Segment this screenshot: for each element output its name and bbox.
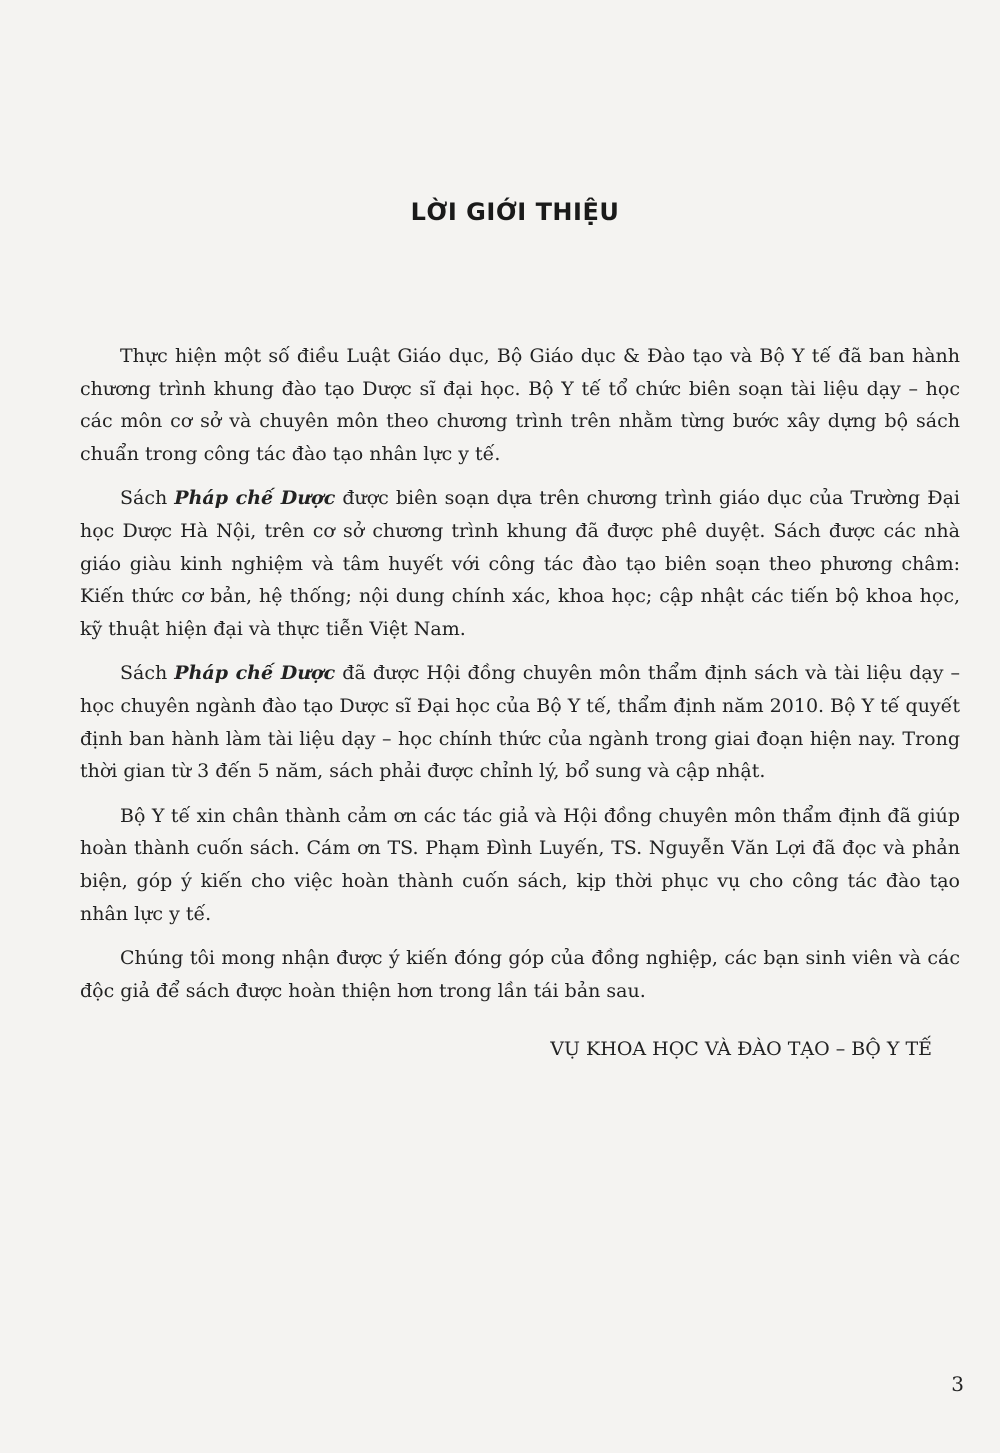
paragraph-5	[80, 942, 960, 1007]
book-title-emphasis: Pháp chế Dược	[174, 662, 336, 685]
page-number: 3	[951, 1372, 964, 1396]
paragraph-4	[80, 800, 960, 930]
paragraph-2	[80, 482, 960, 645]
book-title-emphasis: Pháp chế Dược	[174, 487, 336, 510]
paragraph-text: đã được Hội đồng chuyên môn thẩm định sách và tài liệu dạy – học chuyên ngành đào tạo Dược sĩ Đại học của Bộ Y tế, thẩm định năm 2010. Bộ Y tế quyết định ban hành làm tài liệu dạy – học chính thức của ngành trong giai đoạn hiện nay. Trong thời gian từ 3 đến 5 năm, sách phải được chỉnh lý, bổ sung và cập nhật.	[80, 662, 960, 783]
paragraph-text: được biên soạn dựa trên chương trình giáo dục của Trường Đại học Dược Hà Nội, trên cơ sở chương trình khung đã được phê duyệt. Sách được các nhà giáo giàu kinh nghiệm và tâm huyết với công tác đào tạo biên soạn theo phương châm: Kiến thức cơ bản, hệ thống; nội dung chính xác, khoa học; cập nhật các tiến bộ khoa học, kỹ thuật hiện đại và thực tiễn Việt Nam.	[80, 487, 960, 640]
paragraph-text: Chúng tôi mong nhận được ý kiến đóng góp của đồng nghiệp, các bạn sinh viên và các độc giả để sách được hoàn thiện hơn trong lần tái bản sau.	[80, 947, 960, 1002]
signature: VỤ KHOA HỌC VÀ ĐÀO TẠO – BỘ Y TẾ	[550, 1038, 932, 1060]
paragraph-text: Thực hiện một số điều Luật Giáo dục, Bộ Giáo dục & Đào tạo và Bộ Y tế đã ban hành chương trình khung đào tạo Dược sĩ đại học. Bộ Y tế tổ chức biên soạn tài liệu dạy – học các môn cơ sở và chuyên môn theo chương trình trên nhằm từng bước xây dựng bộ sách chuẩn trong công tác đào tạo nhân lực y tế.	[80, 345, 960, 465]
body-text	[80, 340, 960, 1019]
paragraph-text: Sách	[120, 487, 175, 510]
paragraph-text: Sách	[120, 662, 175, 685]
page-title: LỜI GIỚI THIỆU	[410, 198, 620, 226]
paragraph-1	[80, 340, 960, 470]
paragraph-3	[80, 657, 960, 787]
paragraph-text: Bộ Y tế xin chân thành cảm ơn các tác giả và Hội đồng chuyên môn thẩm định đã giúp hoàn thành cuốn sách. Cám ơn TS. Phạm Đình Luyến, TS. Nguyễn Văn Lợi đã đọc và phản biện, góp ý kiến cho việc hoàn thành cuốn sách, kịp thời phục vụ cho công tác đào tạo nhân lực y tế.	[80, 804, 960, 925]
